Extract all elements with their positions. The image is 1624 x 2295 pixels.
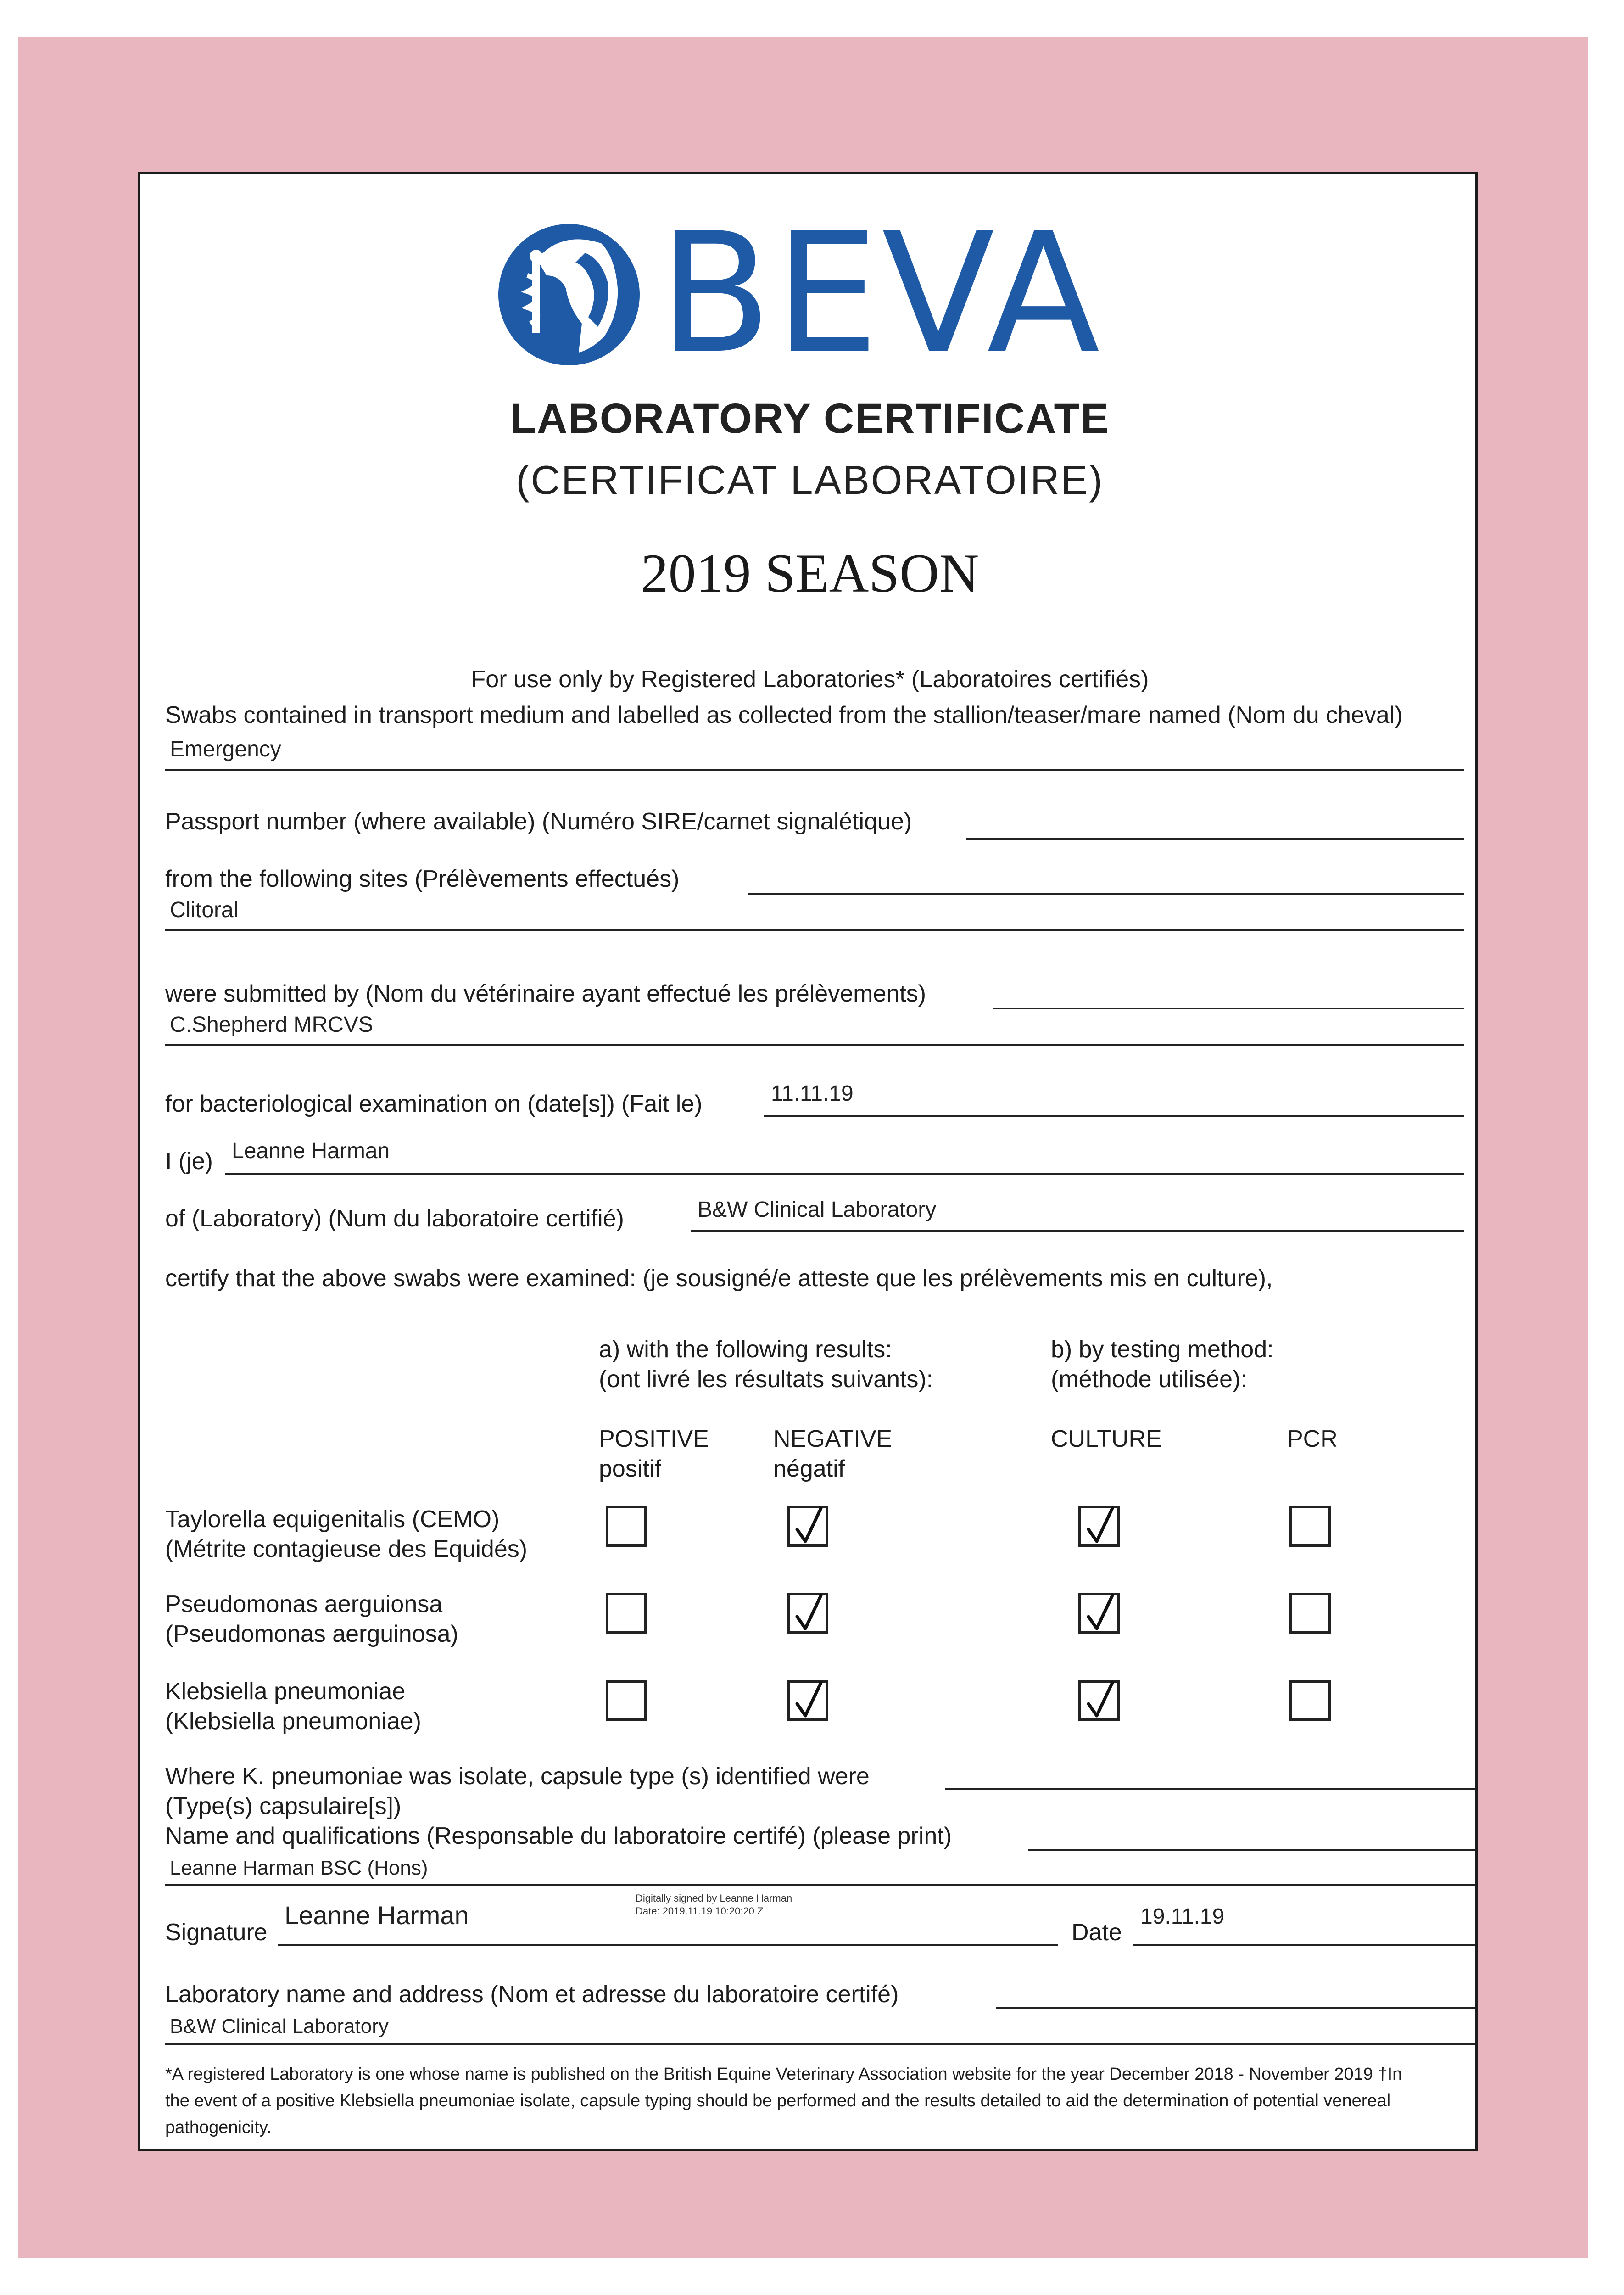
date-label: Date — [1072, 1919, 1122, 1946]
row-3-pcr-checkbox[interactable] — [1289, 1680, 1331, 1721]
name-qualifications-value[interactable]: Leanne Harman BSC (Hons) — [170, 1857, 428, 1879]
exam-date-value[interactable]: 11.11.19 — [771, 1081, 854, 1106]
row-3-name-fr: (Klebsiella pneumoniae) — [165, 1708, 421, 1735]
horse-name-value[interactable]: Emergency — [170, 737, 281, 761]
signature-line — [278, 1944, 1058, 1946]
method-heading-fr: (méthode utilisée): — [1051, 1366, 1247, 1393]
checkmark-icon — [795, 1594, 823, 1632]
row-3-positive-checkbox[interactable] — [606, 1680, 647, 1721]
exam-date-line — [764, 1115, 1464, 1117]
negative-header-fr: négatif — [773, 1455, 845, 1482]
name-qualifications-label-line — [1028, 1849, 1475, 1851]
passport-line — [966, 838, 1464, 840]
lab-address-label: Laboratory name and address (Nom et adresse du laboratoire certifé) — [165, 1981, 899, 2008]
certificate-form — [138, 172, 1478, 2151]
laboratory-line — [691, 1230, 1464, 1232]
positive-header-fr: positif — [599, 1455, 661, 1482]
row-3-negative-checkbox[interactable] — [787, 1680, 828, 1721]
date-line — [1133, 1944, 1475, 1946]
method-heading: b) by testing method: — [1051, 1336, 1274, 1363]
row-1-negative-checkbox[interactable] — [787, 1506, 828, 1547]
lab-address-line — [165, 2043, 1475, 2045]
row-3-name: Klebsiella pneumoniae — [165, 1678, 406, 1705]
capsule-line — [945, 1788, 1475, 1790]
intro-line-1: For use only by Registered Laboratories* (Laboratoires certifiés) — [471, 666, 1149, 693]
sites-line — [165, 929, 1464, 931]
digital-signature-line-2: Date: 2019.11.19 10:20:20 Z — [636, 1905, 764, 1917]
negative-header: NEGATIVE — [773, 1426, 893, 1452]
row-2-pcr-checkbox[interactable] — [1289, 1593, 1331, 1634]
laboratory-value[interactable]: B&W Clinical Laboratory — [698, 1198, 937, 1222]
certify-statement: certify that the above swabs were examined: (je sousigné/e atteste que les prélèvements mis en culture), — [165, 1265, 1273, 1292]
passport-label: Passport number (where available) (Numéro SIRE/carnet signalétique) — [165, 808, 912, 835]
footnote: *A registered Laboratory is one whose name is published on the British Equine Veterinary Association website for the year December 2018 - November 2019 †In the event of a positive Klebsiella pneumoniae isolate, capsule typing should be performed and the results detailed to aid the determination of potential venereal pathogenicity. — [165, 2065, 1402, 2137]
signature-value[interactable]: Leanne Harman — [285, 1901, 469, 1930]
row-2-culture-checkbox[interactable] — [1078, 1593, 1120, 1634]
lab-address-value[interactable]: B&W Clinical Laboratory — [170, 2015, 389, 2038]
i-je-label: I (je) — [165, 1148, 213, 1175]
results-heading: a) with the following results: — [599, 1336, 892, 1363]
sites-label-line — [748, 893, 1464, 895]
name-qualifications-label: Name and qualifications (Responsable du laboratoire certifé) (please print) — [165, 1823, 952, 1849]
laboratory-label: of (Laboratory) (Num du laboratoire certifié) — [165, 1205, 624, 1232]
horse-name-line — [165, 769, 1464, 771]
name-qualifications-line — [165, 1884, 1475, 1886]
submitted-label: were submitted by (Nom du vétérinaire ayant effectué les prélèvements) — [165, 980, 926, 1007]
row-1-pcr-checkbox[interactable] — [1289, 1506, 1331, 1547]
row-2-positive-checkbox[interactable] — [606, 1593, 647, 1634]
row-2-name-fr: (Pseudomonas aerguinosa) — [165, 1621, 458, 1647]
beva-horse-logo-icon — [489, 211, 649, 372]
positive-header: POSITIVE — [599, 1426, 709, 1452]
results-heading-fr: (ont livré les résultats suivants): — [599, 1366, 933, 1393]
checkmark-icon — [1087, 1681, 1114, 1719]
culture-header: CULTURE — [1051, 1426, 1162, 1452]
intro-line-2: Swabs contained in transport medium and labelled as collected from the stallion/teaser/mare named (Nom du cheval) — [165, 702, 1403, 728]
capsule-label-fr: (Type(s) capsulaire[s]) — [165, 1793, 402, 1819]
capsule-label: Where K. pneumoniae was isolate, capsule type (s) identified were — [165, 1763, 870, 1790]
row-2-negative-checkbox[interactable] — [787, 1593, 828, 1634]
row-1-culture-checkbox[interactable] — [1078, 1506, 1120, 1547]
checkmark-icon — [795, 1681, 823, 1719]
certificate-title: LABORATORY CERTIFICATE — [510, 395, 1110, 442]
signature-label: Signature — [165, 1919, 268, 1946]
date-value[interactable]: 19.11.19 — [1140, 1904, 1225, 1929]
submitted-label-line — [993, 1008, 1464, 1009]
certificate-title-fr: (CERTIFICAT LABORATOIRE) — [516, 457, 1104, 503]
checkmark-icon — [1087, 1594, 1114, 1632]
lab-address-label-line — [996, 2007, 1475, 2009]
exam-date-label: for bacteriological examination on (date[s]) (Fait le) — [165, 1091, 703, 1117]
checkmark-icon — [1087, 1506, 1114, 1545]
sites-label: from the following sites (Prélèvements effectués) — [165, 866, 680, 892]
submitted-value[interactable]: C.Shepherd MRCVS — [170, 1013, 373, 1037]
season-title: 2019 SEASON — [641, 543, 979, 604]
row-3-culture-checkbox[interactable] — [1078, 1680, 1120, 1721]
i-je-value[interactable]: Leanne Harman — [232, 1139, 390, 1163]
row-2-name: Pseudomonas aerguionsa — [165, 1591, 443, 1618]
checkmark-icon — [795, 1506, 823, 1545]
digital-signature-stamp — [636, 1892, 792, 1918]
submitted-line — [165, 1044, 1464, 1046]
row-1-name-fr: (Métrite contagieuse des Equidés) — [165, 1536, 528, 1562]
sites-value[interactable]: Clitoral — [170, 898, 239, 922]
row-1-name: Taylorella equigenitalis (CEMO) — [165, 1506, 500, 1533]
i-je-line — [225, 1173, 1464, 1175]
pcr-header: PCR — [1287, 1426, 1338, 1452]
brand-wordmark: BEVA — [659, 197, 1103, 390]
digital-signature-line-1: Digitally signed by Leanne Harman — [636, 1892, 792, 1904]
row-1-positive-checkbox[interactable] — [606, 1506, 647, 1547]
